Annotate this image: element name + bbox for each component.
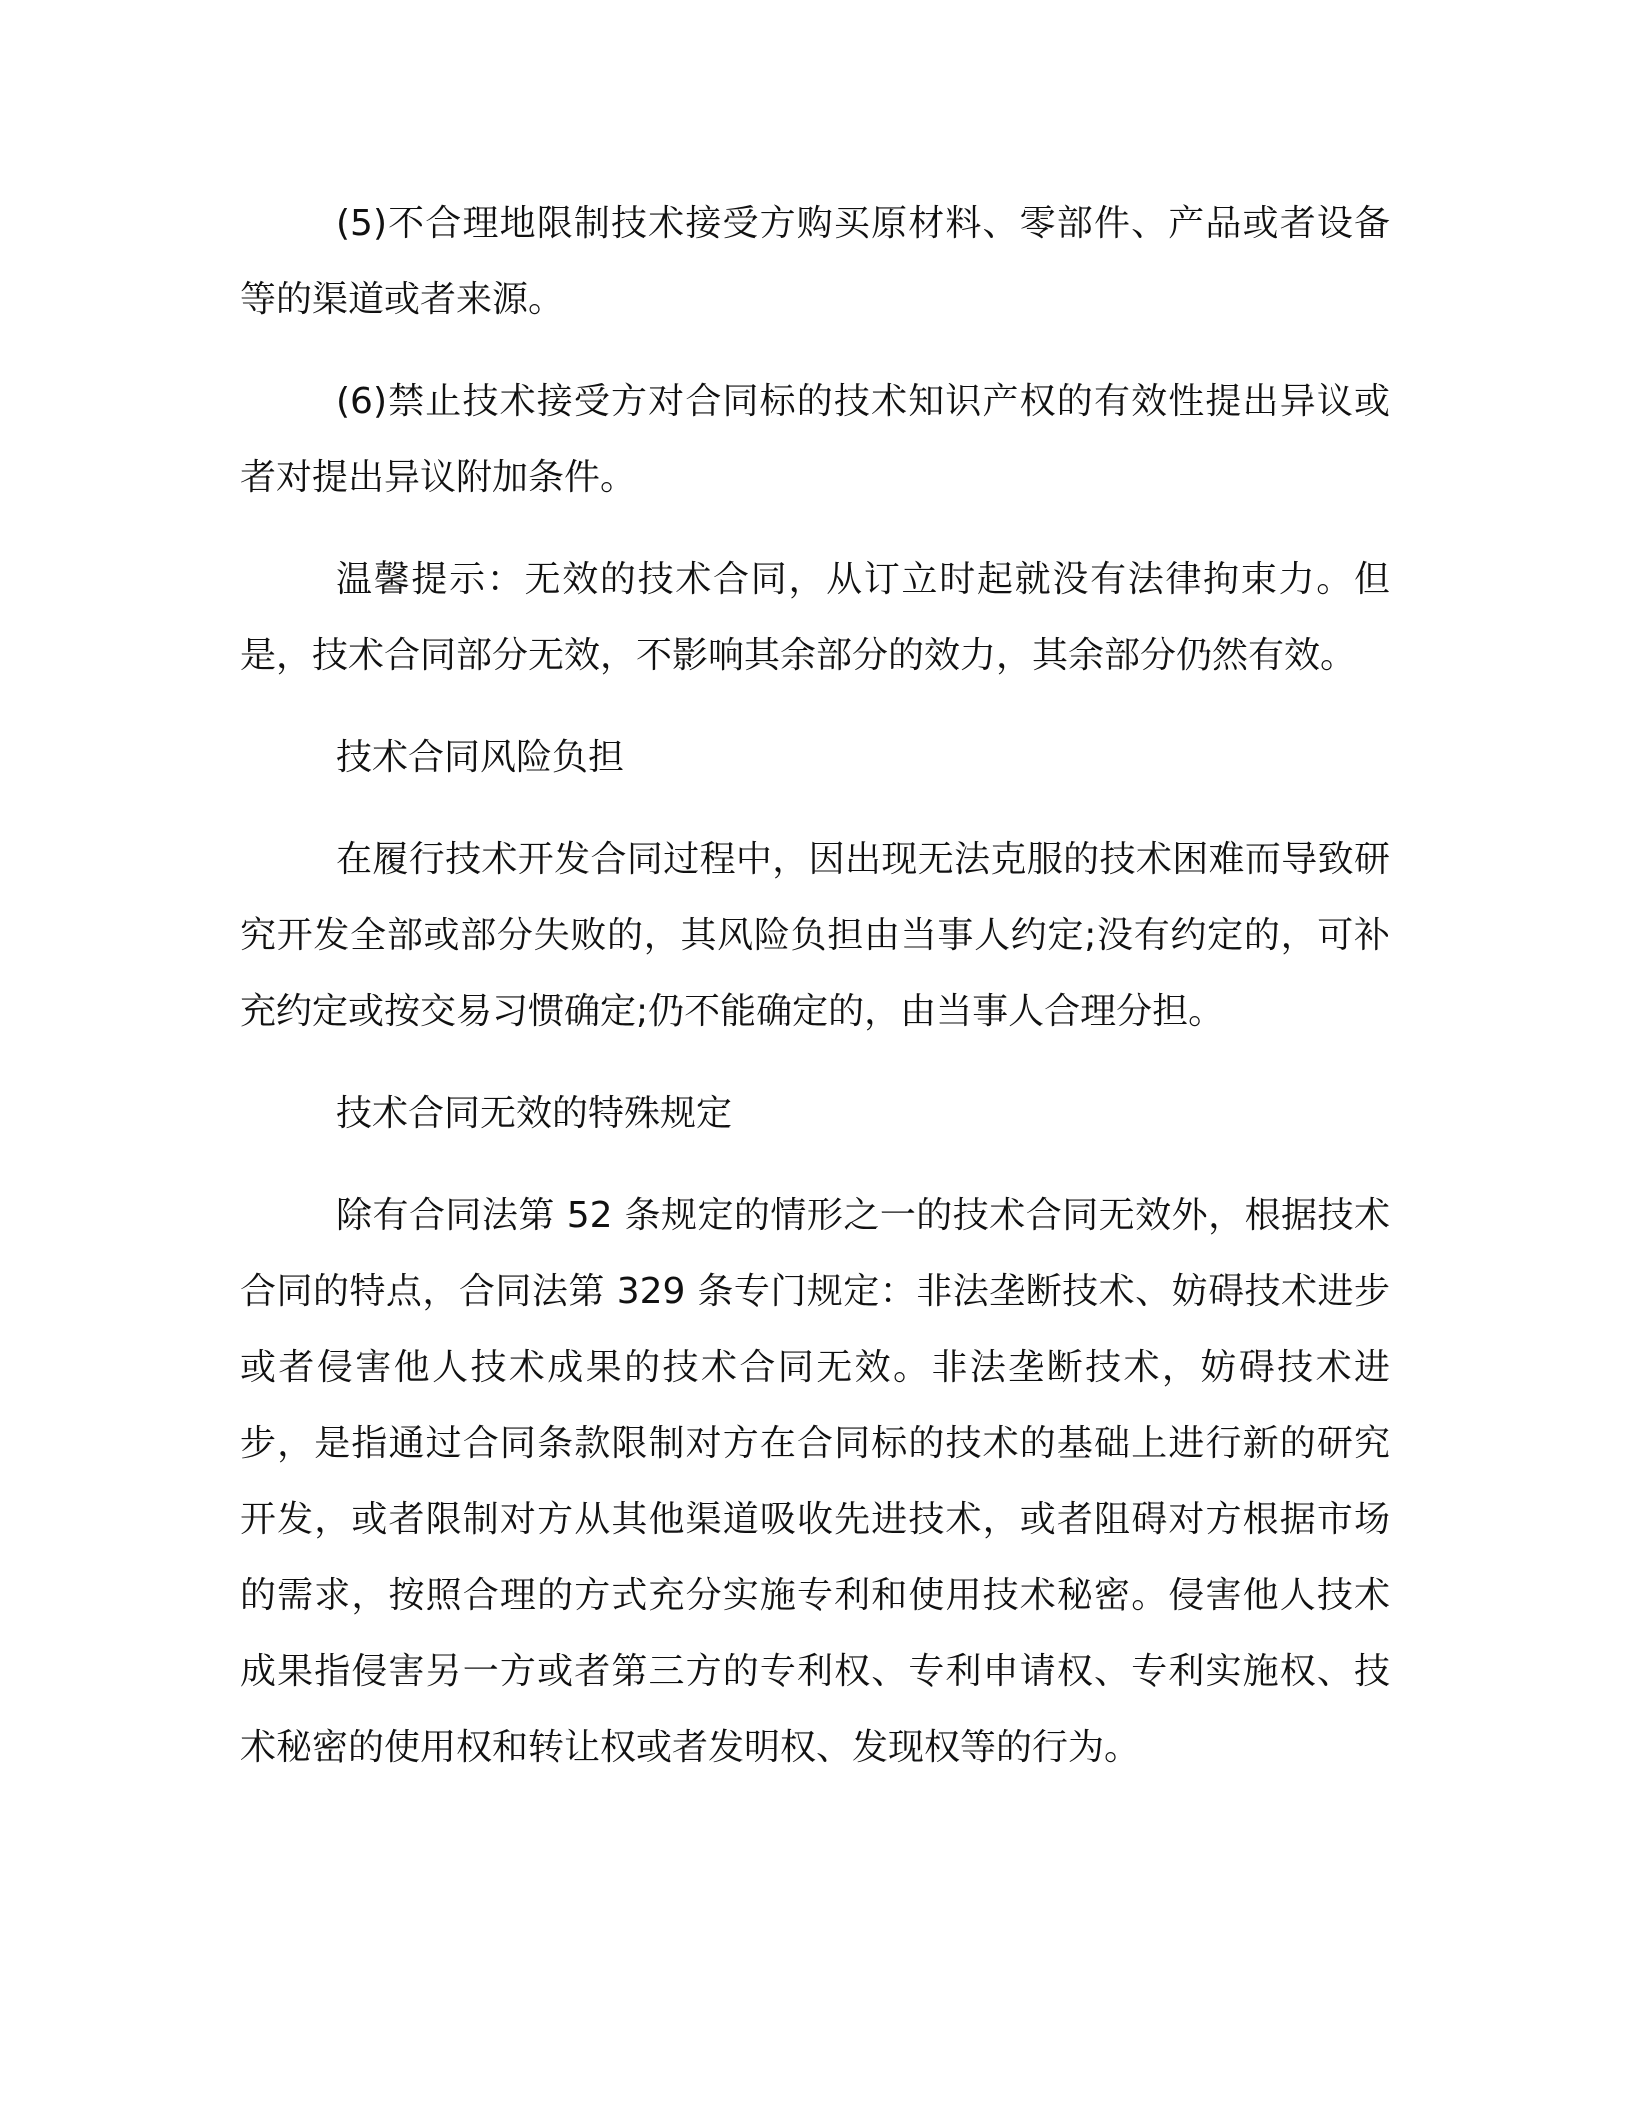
document-page (240, 186, 1390, 1812)
paragraph-risk: 在履行技术开发合同过程中，因出现无法克服的技术困难而导致研究开发全部或部分失败的，其风险负担由当事人约定;没有约定的，可补充约定或按交易习惯确定;仍不能确定的，由当事人合理分担。 (240, 839, 1390, 1032)
section-heading-invalid: 技术合同无效的特殊规定 (336, 1093, 733, 1134)
section-heading-risk: 技术合同风险负担 (336, 737, 625, 778)
paragraph-item-6: (6)禁止技术接受方对合同标的技术知识产权的有效性提出异议或者对提出异议附加条件。 (240, 381, 1390, 498)
paragraph-tip: 温馨提示：无效的技术合同，从订立时起就没有法律拘束力。但是，技术合同部分无效，不影响其余部分的效力，其余部分仍然有效。 (240, 559, 1390, 676)
paragraph-item-5: (5)不合理地限制技术接受方购买原材料、零部件、产品或者设备等的渠道或者来源。 (240, 203, 1390, 320)
paragraph-invalid: 除有合同法第 52 条规定的情形之一的技术合同无效外，根据技术合同的特点，合同法第 329 条专门规定：非法垄断技术、妨碍技术进步或者侵害他人技术成果的技术合同无效。非法垄断技术，妨碍技术进步，是指通过合同条款限制对方在合同标的技术的基础上进行新的研究开发，或者限制对方从其他渠道吸收先进技术，或者阻碍对方根据市场的需求，按照合理的方式充分实施专利和使用技术秘密。侵害他人技术成果指侵害另一方或者第三方的专利权、专利申请权、专利实施权、技术秘密的使用权和转让权或者发明权、发现权等的行为。 (240, 1195, 1390, 1768)
